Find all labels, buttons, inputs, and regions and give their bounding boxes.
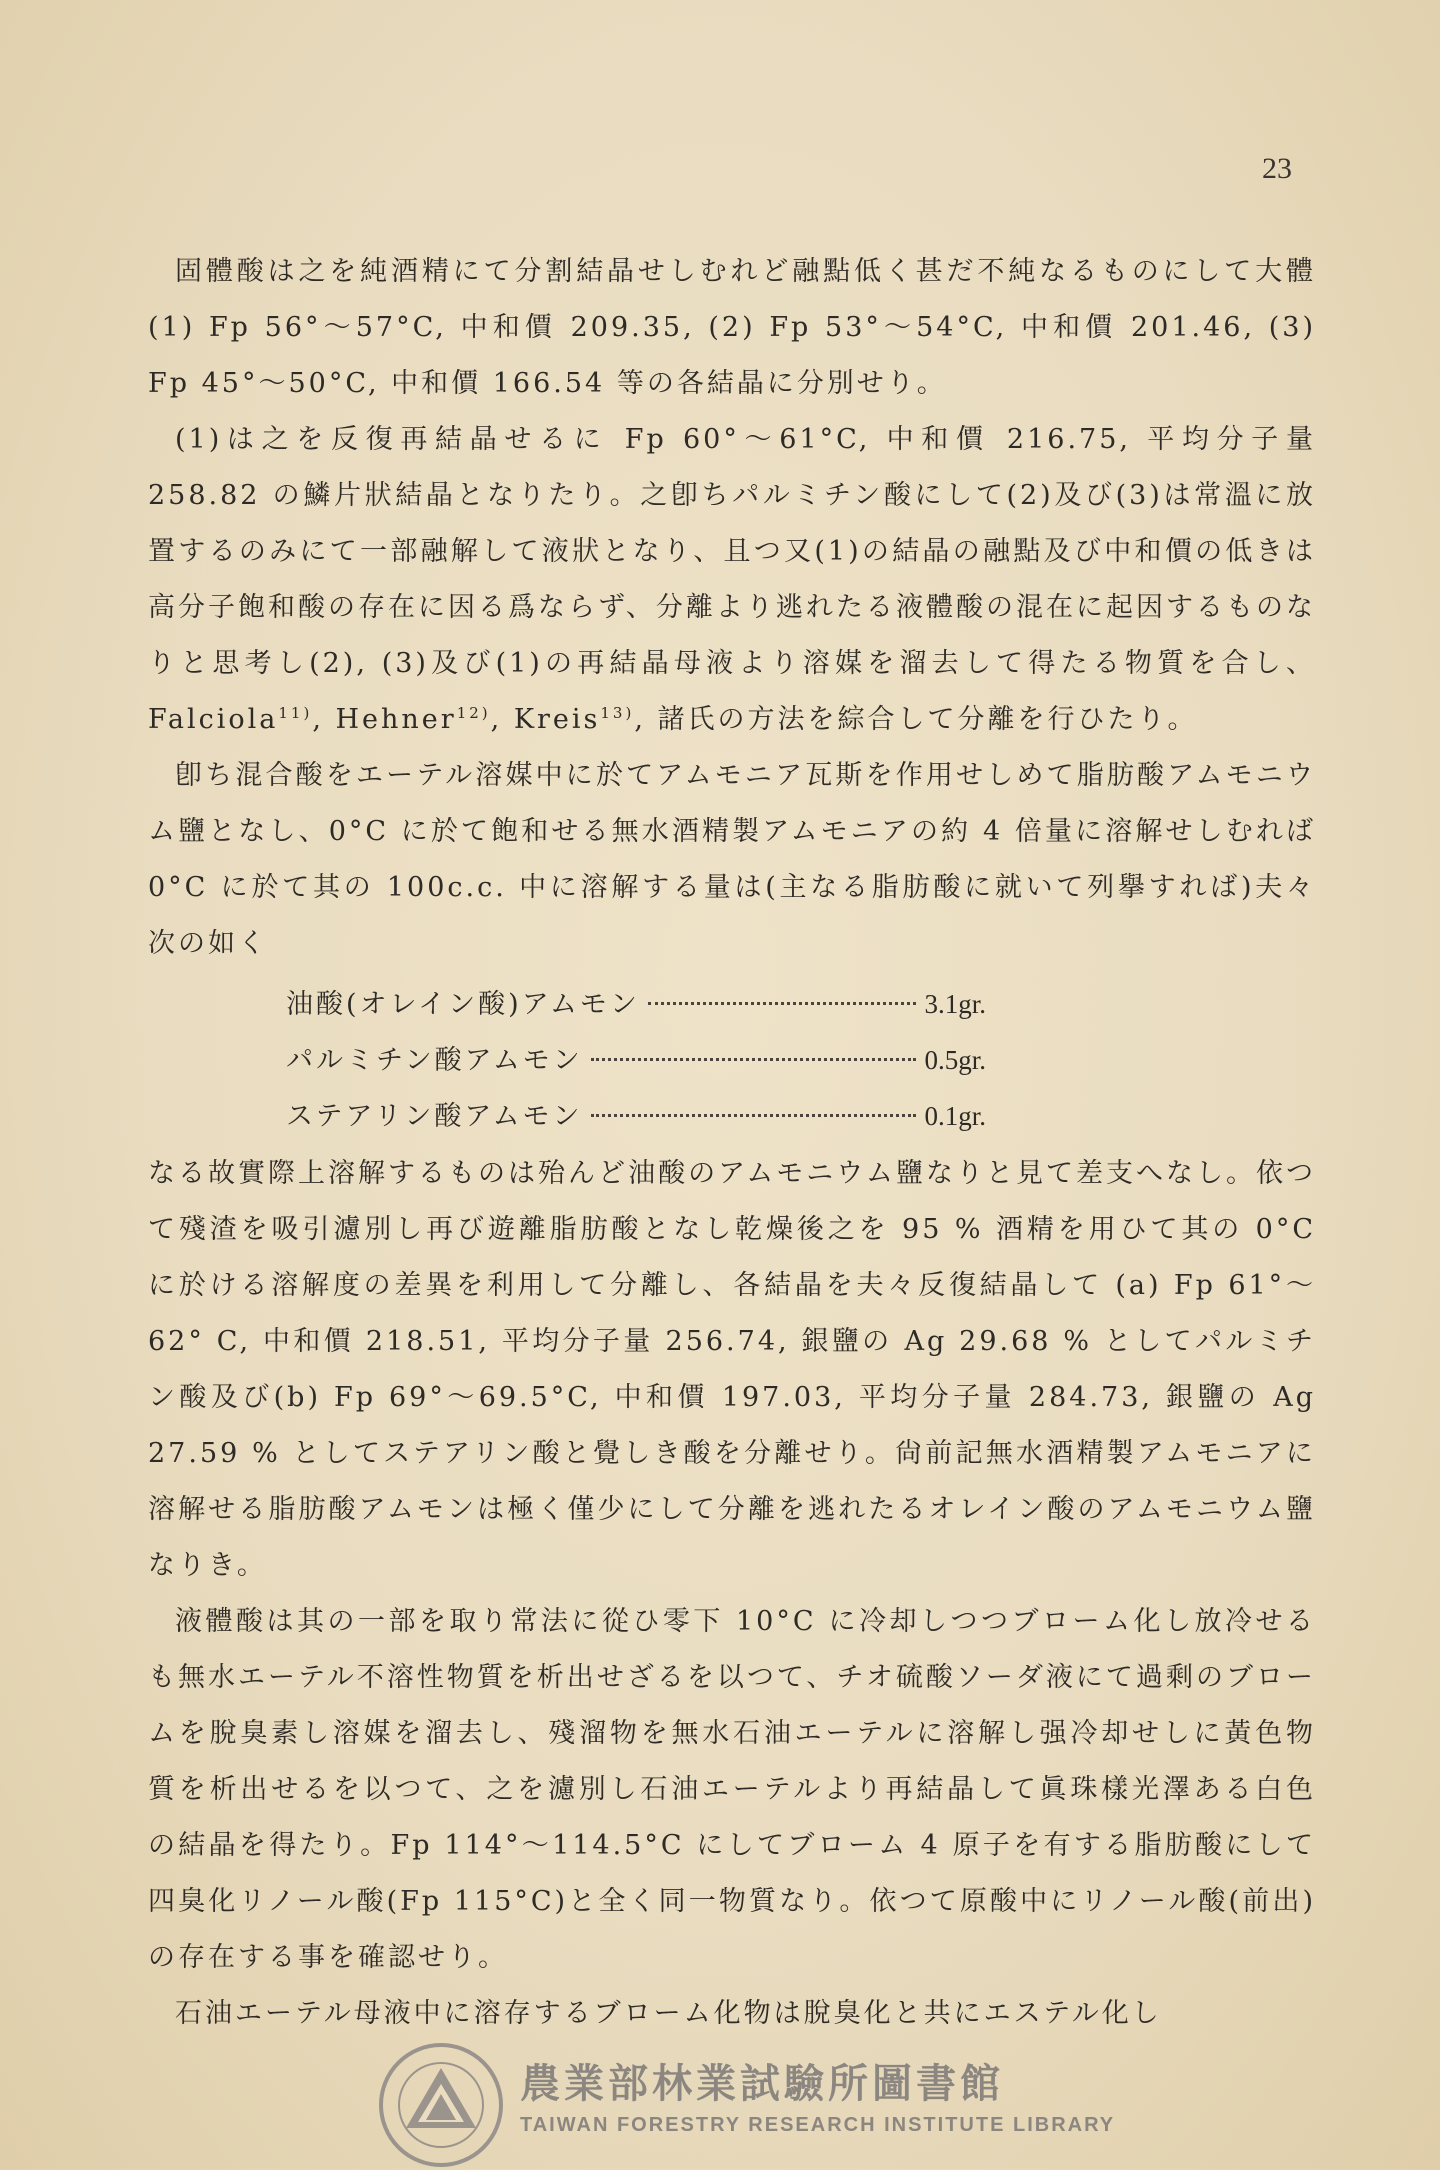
paragraph-6: 石油エーテル母液中に溶存するブローム化物は脫臭化と共にエステル化し bbox=[175, 1998, 1162, 2029]
solubility-value: 0.1gr. bbox=[924, 1101, 986, 1131]
paragraph-5: 液體酸は其の一部を取り常法に從ひ零下 10°C に冷却しつつブローム化し放冷せるも無水エーテル不溶性物質を析出せざるを以つて、チオ硫酸ソーダ液にて過剩のブロームを脫臭素し溶媒を溜去し、殘溜物を無水石油エーテルに溶解し强冷却せしに黃色物質を析出せるを以つて、之を濾別し石油エーテルより再結晶して眞珠樣光澤ある白色の結晶を得たり。Fp 114°～114.5°C にしてブローム 4 原子を有する脂肪酸にして四臭化リノール酸(Fp 115°C)と全く同一物質なり。依つて原酸中にリノール酸(前出)の存在する事を確認せり。 bbox=[148, 1606, 1316, 1973]
solubility-item-oleic bbox=[286, 976, 986, 1032]
paragraph-2 bbox=[148, 412, 1316, 748]
paragraph-1: 固體酸は之を純酒精にて分割結晶せしむれど融點低く甚だ不純なるものにして大體(1) Fp 56°～57°C, 中和價 209.35, (2) Fp 53°～54°C, 中和價 201.46, (3) Fp 45°～50°C, 中和價 166.54 等の各結晶に分別せり。 bbox=[148, 256, 1316, 399]
dot-leader bbox=[648, 1002, 917, 1005]
body-text bbox=[148, 244, 1316, 2042]
library-name-english: TAIWAN FORESTRY RESEARCH INSTITUTE LIBRARY bbox=[520, 2114, 1116, 2136]
solubility-name: ステアリン酸アムモン bbox=[286, 1101, 583, 1132]
solubility-value: 3.1gr. bbox=[924, 989, 986, 1019]
paragraph-3: 卽ち混合酸をエーテル溶媒中に於てアムモニア瓦斯を作用せしめて脂肪酸アムモニウム鹽となし、0°C に於て飽和せる無水酒精製アムモニアの約 4 倍量に溶解せしむれば 0°C に於て其の 100c.c. 中に溶解する量は(主なる脂肪酸に就いて列擧すれば)夫々次の如く bbox=[148, 760, 1316, 959]
solubility-item-stearic bbox=[286, 1088, 986, 1144]
solubility-name: 油酸(オレイン酸)アムモン bbox=[286, 989, 640, 1020]
paragraph-2-text: (1)は之を反復再結晶せるに Fp 60°～61°C, 中和價 216.75, 平均分子量 258.82 の鱗片狀結晶となりたり。之卽ちパルミチン酸にして(2)及び(3)は常溫に放置するのみにて一部融解して液狀となり、且つ又(1)の結晶の融點及び中和價の低きは高分子飽和酸の存在に因る爲ならず、分離より逃れたる液體酸の混在に起因するものなりと思考し(2), (3)及び(1)の再結晶母液より溶媒を溜去して得たる物質を合し、 bbox=[148, 424, 1316, 679]
ref-falciola: Falciola bbox=[148, 704, 279, 735]
page-number: 23 bbox=[1262, 152, 1292, 185]
ref-kreis-number: 13) bbox=[600, 704, 635, 722]
solubility-item-palmitic bbox=[286, 1032, 986, 1088]
paragraph-4: なる故實際上溶解するものは殆んど油酸のアムモニウム鹽なりと見て差支へなし。依つて殘渣を吸引濾別し再び遊離脂肪酸となし乾燥後之を 95 % 酒精を用ひて其の 0°C に於ける溶解度の差異を利用して分離し、各結晶を夫々反復結晶して (a) Fp 61°～62° C, 中和價 218.51, 平均分子量 256.74, 銀鹽の Ag 29.68 % としてパルミチン酸及び(b) Fp 69°～69.5°C, 中和價 197.03, 平均分子量 284.73, 銀鹽の Ag 27.59 % としてステアリン酸と覺しき酸を分離せり。尙前記無水酒精製アムモニアに溶解せる脂肪酸アムモンは極く僅少にして分離を逃れたるオレイン酸のアムモニウム鹽なりき。 bbox=[148, 1158, 1316, 1581]
solubility-value: 0.5gr. bbox=[924, 1045, 986, 1075]
library-seal-icon bbox=[376, 2040, 506, 2170]
ref-separator-1: , Hehner bbox=[312, 704, 457, 735]
ref-falciola-number: 11) bbox=[278, 704, 313, 722]
ref-hehner-number: 12) bbox=[456, 704, 491, 722]
solubility-name: パルミチン酸アムモン bbox=[286, 1045, 583, 1076]
ref-separator-2: , Kreis bbox=[490, 704, 601, 735]
solubility-list bbox=[148, 976, 1316, 1144]
dot-leader bbox=[591, 1114, 917, 1117]
library-name-chinese: 農業部林業試驗所圖書館 bbox=[520, 2061, 1004, 2107]
ref-tail: , 諸氏の方法を綜合して分離を行ひたり。 bbox=[634, 704, 1198, 735]
dot-leader bbox=[591, 1058, 917, 1061]
